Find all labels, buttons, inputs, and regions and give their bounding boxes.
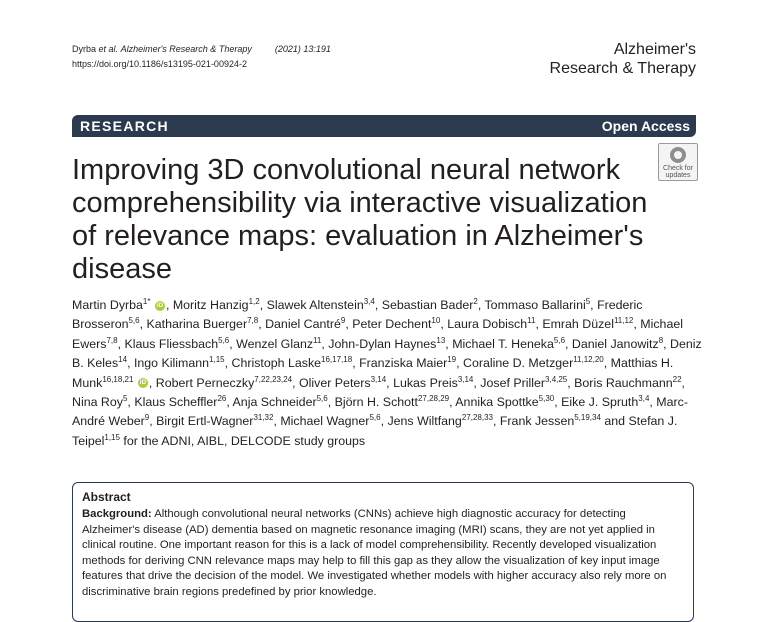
author-item xyxy=(393,376,473,390)
author-list-suffix: for the ADNI, AIBL, DELCODE study groups xyxy=(123,433,366,448)
author-item xyxy=(463,356,604,370)
check-for-updates-line2: updates xyxy=(665,172,691,179)
author-affiliation: 2 xyxy=(473,296,478,306)
abstract-background xyxy=(82,507,684,601)
author-name[interactable]: Lukas Preis xyxy=(393,375,458,390)
author-affiliation: 16,17,18 xyxy=(321,355,353,365)
orcid-icon[interactable]: iD xyxy=(139,379,147,387)
citation-year-volume: (2021) 13:191 xyxy=(274,44,331,54)
author-list xyxy=(72,296,702,451)
author-affiliation: 26 xyxy=(217,393,227,403)
author-affiliation: 3,14 xyxy=(370,374,387,384)
author-name[interactable]: Daniel Cantré xyxy=(265,317,341,332)
citation-authors: Dyrba xyxy=(72,44,97,54)
author-name[interactable]: Björn H. Schott xyxy=(334,395,418,410)
author-name[interactable]: Oliver Peters xyxy=(298,375,371,390)
author-item xyxy=(134,395,226,409)
author-name[interactable]: Annika Spottke xyxy=(455,395,539,410)
author-affiliation: 5,6 xyxy=(218,335,230,345)
author-item xyxy=(147,317,259,331)
author-name[interactable]: Michael T. Heneka xyxy=(452,336,554,351)
author-item xyxy=(542,317,633,331)
author-affiliation: 3,4 xyxy=(363,296,375,306)
author-name[interactable]: Michael Ewers xyxy=(72,317,683,351)
abstract-background-text: Although convolutional neural networks (CNNs) achieve high diagnostic accuracy for detecting Alzheimer's disease (AD) dementia based on magnetic resonance imaging (MRI) scans, they are not yet applied in clinical routine. One important reason for this is a lack of model comprehensibility. Recently developed visualization methods for deriving CNN relevance maps may help to fill this gap as they allow the visualization of key input image features that drive the decision of the model. We investigated whether models with higher accuracy also rely more on discriminative brain regions predefined by prior knowledge. xyxy=(82,508,667,598)
author-item xyxy=(328,337,445,351)
check-for-updates-line1: Check for xyxy=(663,165,693,172)
author-affiliation: 1,2 xyxy=(248,296,260,306)
orcid-icon[interactable]: iD xyxy=(156,301,164,309)
open-access-label: Open Access xyxy=(601,118,690,134)
author-affiliation: 1,15 xyxy=(209,355,225,365)
author-name[interactable]: Christoph Laske xyxy=(231,356,322,371)
author-name[interactable]: Katharina Buerger xyxy=(146,317,248,332)
citation-block xyxy=(72,42,331,72)
author-item xyxy=(265,317,345,331)
author-name[interactable]: Matthias H. Munk xyxy=(72,356,674,390)
author-name[interactable]: Frank Jessen xyxy=(499,414,575,429)
author-affiliation: 7,22,23,24 xyxy=(254,374,293,384)
author-affiliation: 27,28,33 xyxy=(461,413,493,423)
author-affiliation: 19 xyxy=(447,355,457,365)
author-item xyxy=(387,414,493,428)
author-list-inner: Martin Dyrba$^{1*}$ iD , Moritz Hanzig$^{1,2}$, Slawek Altenstein$^{3,4}$, Sebastian Bader$^2$, Tommaso Ballarini$^5$, Frederic Brosseron$^{5,6}$, Katharina Buerger$^{7,8}$, Daniel Cantré$^9$, Peter Dechent$^{10}$, Laura Dobisch$^{11}$, Emrah Düzel$^{11,12}$, Michael Ewers$^{7,8}$, Klaus Fliessbach$^{5,6}$, Wenzel Glanz$^{11}$, John-Dylan Haynes$^{13}$, Michael T. Heneka$^{5,6}$, Daniel Janowitz$^8$, Deniz B. Keles$^{14}$, Ingo Kilimann$^{1,15}$, Christoph Laske$^{16,17,18}$, Franziska Maier$^{19}$, Coraline D. Metzger$^{11,12,20}$, Matthias H. Munk$^{16,18,21}$ iD , Robert Perneczky$^{7,22,23,24}$, Oliver Peters$^{3,14}$, Lukas Preis$^{3,14}$, Josef Priller$^{3,4,25}$, Boris Rauchmann$^{22}$, Nina Roy$^5$, Klaus Scheffler$^{26}$, Anja Schneider$^{5,6}$, Björn H. Schott$^{27,28,29}$, Annika Spottke$^{5,30}$, Eike J. Spruth$^{3,4}$, Marc-André Weber$^9$, Birgit Ertl-Wagner$^{31,32}$, Michael Wagner$^{5,6}$, Jens Wiltfang$^{27,28,33}$, Frank Jessen$^{5,19,34}$ and Stefan J. Teipel$^{1,15}$ for the ADNI, AIBL, DELCODE study groups xyxy=(72,296,702,448)
author-name[interactable]: Martin Dyrba xyxy=(72,298,143,312)
author-item xyxy=(359,356,456,370)
author-affiliation: 9 xyxy=(144,413,150,423)
author-item xyxy=(484,298,590,312)
author-affiliation: 11 xyxy=(313,335,322,345)
author-name[interactable]: Michael Wagner xyxy=(280,414,370,429)
author-name[interactable]: Birgit Ertl-Wagner xyxy=(156,414,254,429)
author-item xyxy=(574,376,681,390)
author-name[interactable]: Sebastian Bader xyxy=(381,298,474,312)
author-item xyxy=(335,395,449,409)
journal-logo-line2: Research & Therapy xyxy=(549,60,696,77)
author-affiliation: 1,15 xyxy=(104,432,120,442)
check-for-updates-icon xyxy=(670,147,686,163)
author-affiliation: 3,4,25 xyxy=(545,374,568,384)
author-name[interactable]: Anja Schneider xyxy=(232,395,317,410)
author-name[interactable]: Robert Perneczky xyxy=(155,375,255,390)
author-item xyxy=(124,337,229,351)
author-name[interactable]: Klaus Fliessbach xyxy=(124,336,219,351)
author-name[interactable]: Klaus Scheffler xyxy=(134,395,218,410)
author-name[interactable]: Coraline D. Metzger xyxy=(463,356,574,371)
author-name[interactable]: Slawek Altenstein xyxy=(266,298,364,312)
author-name[interactable]: John-Dylan Haynes xyxy=(328,336,437,351)
author-name[interactable]: Franziska Maier xyxy=(359,356,448,371)
author-name[interactable]: Wenzel Glanz xyxy=(236,336,314,351)
author-name[interactable]: Daniel Janowitz xyxy=(571,336,659,351)
author-name[interactable]: Stefan J. Teipel xyxy=(72,414,678,448)
author-item xyxy=(299,376,386,390)
author-item xyxy=(352,317,440,331)
author-item xyxy=(236,337,321,351)
article-title: Improving 3D convolutional neural network comprehensibility via interactive visualization of relevance maps: evaluation in Alzheimer's disease xyxy=(72,154,648,285)
author-affiliation: 5,6 xyxy=(553,335,566,345)
author-affiliation: 11,12 xyxy=(613,316,634,326)
author-name[interactable]: Peter Dechent xyxy=(352,317,432,332)
author-affiliation: 14 xyxy=(118,355,128,365)
author-affiliation: 9 xyxy=(340,316,346,326)
author-name[interactable]: Boris Rauchmann xyxy=(574,375,673,390)
author-name[interactable]: Josef Priller xyxy=(480,375,546,390)
author-affiliation: 5 xyxy=(122,393,128,403)
author-affiliation: 5,30 xyxy=(538,393,555,403)
author-item xyxy=(156,414,273,428)
author-affiliation: 7,8 xyxy=(106,335,118,345)
author-name[interactable]: Nina Roy xyxy=(72,395,123,410)
author-item xyxy=(561,395,649,409)
author-name[interactable]: Moritz Hanzig xyxy=(172,298,249,312)
author-item xyxy=(480,376,567,390)
author-affiliation: 5,6 xyxy=(316,393,328,403)
author-item xyxy=(572,337,663,351)
author-name[interactable]: Jens Wiltfang xyxy=(387,414,462,429)
author-affiliation: 31,32 xyxy=(253,413,274,423)
author-affiliation: 5 xyxy=(585,296,591,306)
abstract-box xyxy=(72,482,694,622)
author-affiliation: 27,28,29 xyxy=(417,393,450,403)
author-name[interactable]: Frederic Brosseron xyxy=(72,298,643,332)
author-affiliation: 1* xyxy=(142,296,151,306)
author-item xyxy=(156,376,292,390)
author-item xyxy=(447,317,535,331)
author-affiliation: 5,6 xyxy=(369,413,381,423)
author-item xyxy=(173,298,260,312)
author-affiliation: 11,12,20 xyxy=(573,355,604,365)
author-item xyxy=(500,414,601,428)
author-item xyxy=(455,395,554,409)
citation-journal: Alzheimer's Research & Therapy xyxy=(120,44,252,54)
author-affiliation: 13 xyxy=(436,335,446,345)
author-affiliation: 3,4 xyxy=(638,393,650,403)
author-name[interactable]: Eike J. Spruth xyxy=(561,395,639,410)
abstract-heading: Abstract xyxy=(82,490,131,504)
author-item xyxy=(232,356,353,370)
author-item xyxy=(382,298,478,312)
abstract-background-label: Background: xyxy=(82,508,152,520)
article-type-label: RESEARCH xyxy=(80,118,169,134)
author-item xyxy=(72,395,127,409)
author-name[interactable]: Tommaso Ballarini xyxy=(484,298,586,312)
author-item xyxy=(233,395,328,409)
author-name[interactable]: Laura Dobisch xyxy=(447,317,528,332)
author-affiliation: 11 xyxy=(527,316,536,326)
author-name[interactable]: Marc-André Weber xyxy=(72,395,688,429)
author-affiliation: 5,6 xyxy=(128,316,140,326)
citation-et-al: et al. xyxy=(98,44,119,54)
author-affiliation: 8 xyxy=(658,335,664,345)
author-item xyxy=(267,298,375,312)
doi-link[interactable]: https://doi.org/10.1186/s13195-021-00924-2 xyxy=(72,59,247,69)
author-affiliation: 7,8 xyxy=(247,316,259,326)
author-affiliation: 3,14 xyxy=(457,374,474,384)
author-name[interactable]: Ingo Kilimann xyxy=(133,356,210,371)
author-item xyxy=(134,356,225,370)
article-type-banner xyxy=(72,115,696,137)
author-item xyxy=(452,337,565,351)
journal-logo xyxy=(550,40,696,78)
author-item xyxy=(72,298,166,312)
author-affiliation: 10 xyxy=(431,316,441,326)
author-name[interactable]: Emrah Düzel xyxy=(542,317,614,332)
author-affiliation: 16,18,21 xyxy=(102,374,134,384)
citation-line xyxy=(72,42,331,57)
author-item xyxy=(280,414,380,428)
journal-logo-line1: Alzheimer's xyxy=(613,41,696,58)
author-name[interactable]: Deniz B. Keles xyxy=(72,336,702,371)
author-affiliation: 22 xyxy=(672,374,682,384)
author-affiliation: 5,19,34 xyxy=(574,413,601,423)
